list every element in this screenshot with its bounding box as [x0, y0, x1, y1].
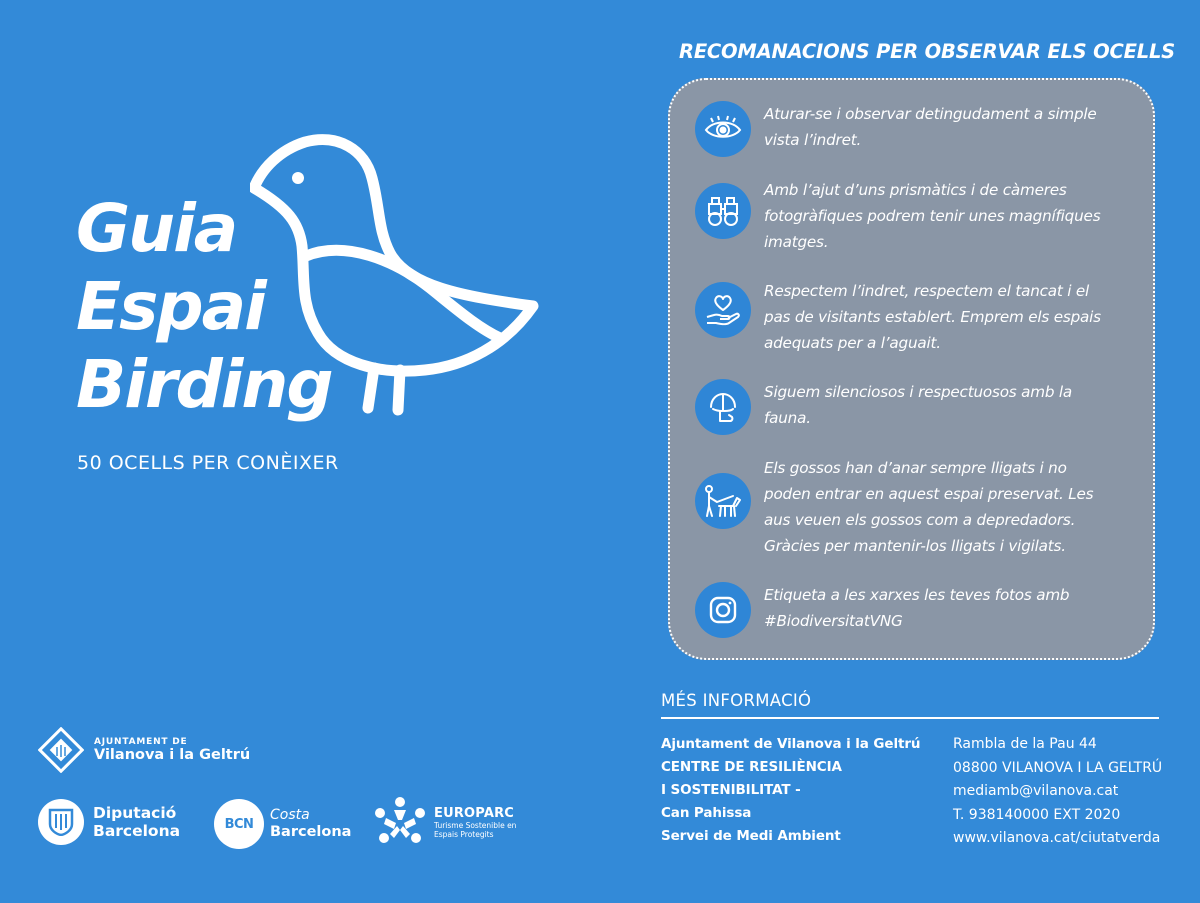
bird-illustration-icon — [250, 128, 545, 418]
heart-hand-icon — [695, 282, 751, 338]
eye-icon — [695, 101, 751, 157]
tip-line: #BiodiversitatVNG — [764, 612, 903, 630]
ajuntament-small-label: AJUNTAMENT DE — [94, 737, 188, 747]
tip-line: Amb l’ajut d’uns prismàtics i de càmeres — [764, 181, 1067, 199]
bcn-line-2: Barcelona — [270, 824, 352, 840]
tip-line: Aturar-se i observar detingudament a simple — [764, 105, 1097, 123]
europarc-line-2a: Turisme Sostenible en — [434, 820, 517, 830]
recommendations-box — [668, 78, 1155, 660]
title-line-3: Birding — [76, 346, 332, 423]
tip-line: Siguem silenciosos i respectuosos amb la — [764, 383, 1073, 401]
info-organization — [661, 733, 920, 848]
tip-line: Gràcies per mantenir-los lligats i vigilats. — [764, 537, 1066, 555]
bcn-line-1: Costa — [270, 807, 310, 823]
tip-observe — [695, 101, 1152, 157]
org-line: Can Pahissa — [661, 805, 752, 821]
info-contact — [953, 733, 1162, 851]
tip-line: pas de visitants establert. Emprem els espais — [764, 308, 1101, 326]
tip-text-dogs — [764, 455, 1152, 559]
tip-line: fotogràfiques podrem tenir unes magnífiques — [764, 207, 1101, 225]
europarc-line-2b: Espais Protegits — [434, 829, 494, 839]
tip-text-binoculars — [764, 177, 1152, 255]
diputacio-line-2: Barcelona — [93, 822, 181, 840]
tip-line: poden entrar en aquest espai preservat. Les — [764, 485, 1094, 503]
diputacio-badge-icon — [38, 799, 84, 845]
ajuntament-name: Vilanova i la Geltrú — [94, 747, 251, 763]
logo-ajuntament — [38, 727, 250, 773]
diputacio-line-1: Diputació — [93, 804, 177, 822]
tip-respect — [695, 278, 1152, 356]
logo-europarc — [372, 796, 516, 848]
tip-silence — [695, 379, 1152, 435]
tip-text-instagram — [764, 582, 1152, 634]
ajuntament-shield-icon — [38, 727, 84, 773]
org-line: CENTRE DE RESILIÈNCIA — [661, 759, 842, 775]
tip-dogs — [695, 455, 1152, 559]
contact-phone: T. 938140000 EXT 2020 — [953, 806, 1121, 823]
tip-line: adequats per a l’aguait. — [764, 334, 941, 352]
tip-instagram — [695, 582, 1152, 638]
logo-diputacio — [38, 799, 180, 845]
tip-text-silence — [764, 379, 1152, 431]
logo-costa-barcelona — [214, 799, 351, 849]
contact-address: Rambla de la Pau 44 — [953, 736, 1097, 752]
cover-subtitle: 50 OCELLS PER CONÈIXER — [77, 452, 339, 474]
title-line-1: Guia — [76, 190, 237, 267]
org-line: Ajuntament de Vilanova i la Geltrú — [661, 736, 921, 752]
org-line: I SOSTENIBILITAT - — [661, 782, 801, 798]
contact-website[interactable]: www.vilanova.cat/ciutatverda — [953, 830, 1161, 846]
contact-city: 08800 VILANOVA I LA GELTRÚ — [953, 759, 1163, 776]
tip-line: fauna. — [764, 409, 811, 427]
bcn-badge: BCN — [214, 799, 264, 849]
tip-text-respect — [764, 278, 1152, 356]
tip-line: vista l’indret. — [764, 131, 862, 149]
info-divider — [661, 717, 1159, 719]
org-line: Servei de Medi Ambient — [661, 828, 841, 844]
tip-line: Etiqueta a les xarxes les teves fotos amb — [764, 586, 1070, 604]
silence-icon — [695, 379, 751, 435]
instagram-icon — [695, 582, 751, 638]
tip-line: Els gossos han d’anar sempre lligats i no — [764, 459, 1067, 477]
tip-text-observe — [764, 101, 1152, 153]
europarc-line-1: EUROPARC — [434, 805, 515, 821]
title-line-2: Espai — [76, 268, 265, 345]
info-heading: MÉS INFORMACIÓ — [661, 691, 812, 710]
contact-email[interactable]: mediamb@vilanova.cat — [953, 783, 1119, 799]
binoculars-icon — [695, 183, 751, 239]
recommendations-heading: RECOMANACIONS PER OBSERVAR ELS OCELLS — [679, 40, 1176, 63]
europarc-figures-icon — [372, 796, 428, 848]
dog-leash-icon — [695, 473, 751, 529]
tip-line: Respectem l’indret, respectem el tancat i el — [764, 282, 1090, 300]
tip-binoculars — [695, 177, 1152, 255]
tip-line: imatges. — [764, 233, 829, 251]
tip-line: aus veuen els gossos com a depredadors. — [764, 511, 1076, 529]
